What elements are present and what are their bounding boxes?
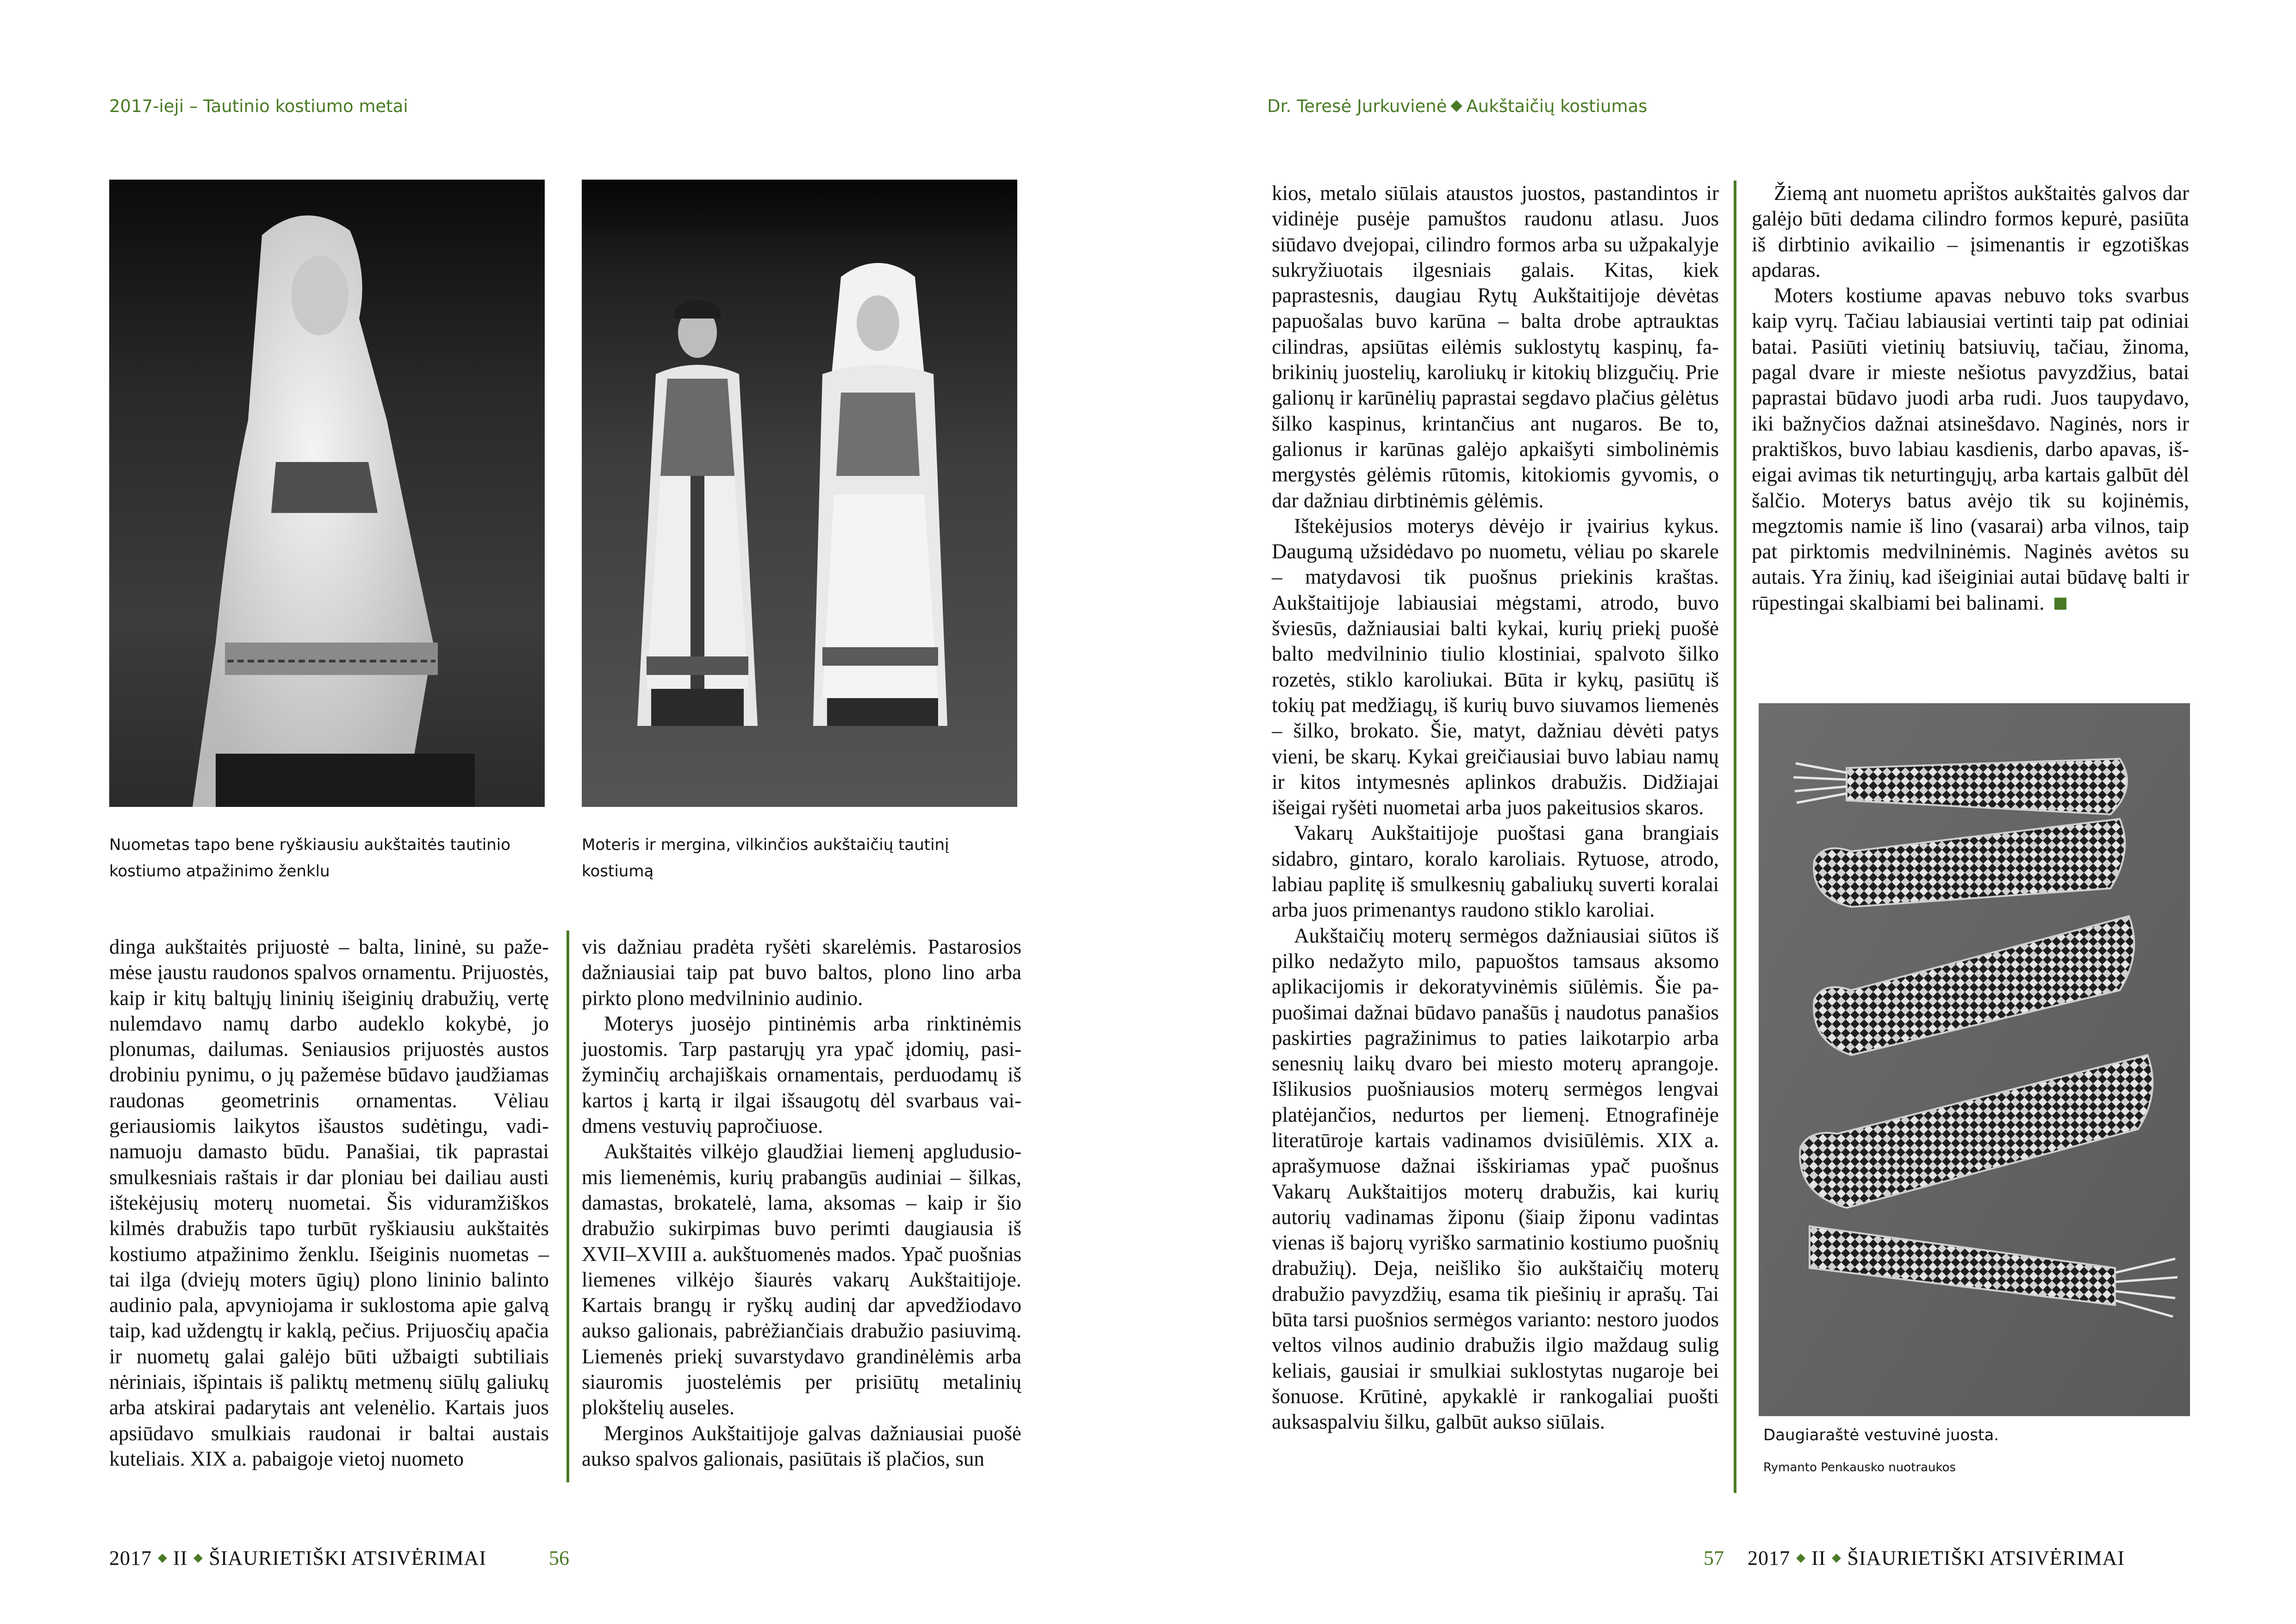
paragraph-text: Moters kostiume apavas nebuvo toks svarbus kaip vyrų. Tačiau labiausiai vertinti taip pat odiniai batai. Pasiūti vietinių batsiuvių, tačiau, žinoma, pagal dvare ir mieste nešiotus pavyzdžius, batai paprastai būdavo juodi arba rudi. Juos taupydavo, iki bažnyčios dažnai atsinešdavo. Naginės, nors ir praktiškos, buvo labiau kasdienis, darbo apavas, išeigai avimas tik neturtingųjų, arba kartais galbūt dėl šalčio. Moterys batus avėjo tik su kojinėmis, megztomis namie iš lino (vasarai) arba vilnos, taip pat pirktomis medvilninėmis. Naginės avėtos su autais. Yra žinių, kad išeiginiai autai būdavę balti ir rūpestingai skalbiami bei balinami.	[1752, 284, 2189, 614]
footer-journal: ŠIAURIETIŠKI ATSIVĖRIMAI	[209, 1547, 486, 1569]
photo-credit: Rymanto Penkausko nuotraukos	[1763, 1461, 1956, 1474]
footer-journal: ŠIAURIETIŠKI ATSIVĖRIMAI	[1847, 1547, 2125, 1569]
running-head-left: 2017-ieji – Tautinio kostiumo metai	[109, 96, 408, 116]
footer-year: 2017	[109, 1547, 152, 1569]
page-number-left: 56	[549, 1547, 569, 1569]
diamond-icon	[1796, 1554, 1805, 1563]
diamond-icon	[1832, 1554, 1841, 1563]
paragraph: dinga aukštaitės prijuostė – balta, lininė, su pažemėse įaustu raudonos spalvos ornamentu. Prijuostės, kaip ir kitų baltųjų lininių išeiginių drabužių, vertę nulemdavo namų darbo audeklo kokybė, jo plonumas, dailumas. Seniausios prijuostės austos drobiniu pynimu, o jų pažemėse būdavo įaudžiamas raudonas geometrinis ornamentas. Vėliau geriausiomis laikytos išaustos sudėtingu, vadinamuoju damasto būdu. Panašiai, tik paprastai smulkesniais raštais ir dar ploniau bei dailiau austi ištekėjusių moterų nuometai. Šis viduramžiškos kilmės drabužis tapo turbūt ryškiausiu aukštaitės kostiumo atpažinimo ženklu. Išeiginis nuometas – tai ilga (dviejų moters ūgių) plono lininio balinto audinio pala, apvyniojama ir suklostoma apie galvą taip, kad uždengtų ir kaklą, pečius. Prijuosčių apačia ir nuometų galai galėjo būti užbaigti subtiliais nėriniais, išpintais iš paliktų metmenų siūlų galiukų arba atskirai padarytais ant velenėlio. Kartais juos apsiūdavo smulkiais raudonai ir baltai austais kuteliais. XIX a. pabaigoje vietoj nuometo	[109, 935, 549, 1470]
caption-photo-2: Moteris ir mergina, vilkinčios aukštaičių tautinį kostiumą	[582, 836, 949, 881]
column-rule-right	[1734, 181, 1736, 1493]
right-body-column-2	[1752, 181, 2189, 616]
caption-photo-1: Nuometas tapo bene ryškiausiu aukštaitės tautinio kostiumo atpažinimo ženklu	[109, 836, 510, 881]
photo-woman-and-girl	[582, 180, 1017, 807]
diamond-icon	[158, 1554, 167, 1563]
right-body-column-1	[1272, 181, 1719, 1435]
diamond-icon	[1451, 100, 1462, 112]
left-body-column-2	[582, 934, 1021, 1472]
running-head-right	[1267, 96, 1647, 116]
photo-woven-sash-image	[1759, 703, 2190, 1416]
running-head-author: Dr. Teresė Jurkuvienė	[1267, 96, 1447, 116]
paragraph: Aukštaitės vilkėjo glaudžiai liemenį apgludusiomis liemenėmis, kurių prabangūs audiniai – šilkas, damastas, brokatelė, lama, aksomas – kaip ir šio drabužio sukirpimas buvo perimti daugiausia iš XVII–XVIII a. aukštuomenės mados. Ypač puošnias liemenes vilkėjo šiaurės vakarų Aukštaitijoje. Kartais brangų ir ryškų audinį dar apvedžiodavo aukso galionais, pabrėžiančiais drabužio pasiuvimą. Liemenės priekį suvarstydavo grandinėlėmis arba siauromis juostelėmis per prisiūtų metalinių plokštelių auseles.	[582, 1140, 1021, 1419]
footer-year: 2017	[1748, 1547, 1790, 1569]
paragraph: Moterys juosėjo pintinėmis arba rinktinėmis juostomis. Tarp pastarųjų yra ypač įdomių, pasižyminčių archajiškais ornamentais, perduodamų iš kartos į kartą ir ilgai išsaugotų dėl svarbaus vaidmens vestuvių papročiuose.	[582, 1012, 1021, 1138]
paragraph: Vakarų Aukštaitijoje puoštasi gana brangiais sidabro, gintaro, koralo karoliais. Rytuose, atrodo, labiau paplitę iš smulkesnių gabaliukų suverti koralai arba juos primenantys raudono stiklo karoliai.	[1272, 821, 1719, 922]
paragraph: Ištekėjusios moterys dėvėjo ir įvairius kykus. Daugumą užsidėdavo po nuometu, vėliau po skarele – matydavosi tik puošnus priekinis kraštas. Aukštaitijoje labiausiai mėgstami, atrodo, buvo šviesūs, dažniausiai balti kykai, kurių priekį puošė balto medvilninio tiulio klostiniai, spalvoto šilko rozetės, stiklo karoliukai. Būta ir kykų, pasiūtų iš tokių pat medžiagų, iš kurių buvo siuvamos liemenės – šilko, brokato. Šie, matyt, dažniau dėvėti patys vieni, be skarų. Kykai greičiausiai buvo labiau namų ir kitos intymesnės aplinkos drabužis. Didžiajai išeigai ryšėti nuometai arba juos pakeitusios skaros.	[1272, 514, 1719, 819]
paragraph: kios, metalo siūlais ataustos juostos, pastandintos ir vidinėje pusėje pamuštos raudonu atlasu. Juos siūdavo dvejopai, cilindro formos arba su užpakalyje sukryžiuotais ilgesniais galais. Kitas, kiek paprastesnis, daugiau Rytų Aukštaitijoje dėvėtas papuošalas buvo karūna – balta drobe aptrauktas cilindras, apsiūtas eilėmis suklostytų kaspinų, fabrikinių juostelių, karoliukų ir kitokių blizgučių. Prie galionų ir karūnėlių paprastai segdavo plačius gėlėtus šilko kaspinus, krintančius ant nugaros. Be to, galionus ir karūnas galėjo apkaišyti simbolinėmis mergystės gėlėmis rūtomis, kitokiomis gyvomis, o dar dažniau dirbtinėmis gėlėmis.	[1272, 181, 1719, 512]
paragraph: Žiemą ant nuometu apri̇štos aukštaitės galvos dar galėjo būti dedama cilindro formos kepurė, pasiūta iš dirbtinio avikailio – įsimenantis ir egzotiškas apdaras.	[1752, 181, 2189, 281]
paragraph: vis dažniau pradėta ryšėti skarelėmis. Pastarosios dažniausiai taip pat buvo baltos, plono lino arba pirkto plono medvilninio audinio.	[582, 935, 1021, 1010]
footer-right	[1748, 1546, 2125, 1570]
footer-issue: II	[1811, 1547, 1826, 1569]
footer-left	[109, 1546, 486, 1570]
caption-photo-3: Daugiaraštė vestuvinė juosta.	[1763, 1426, 1999, 1444]
column-rule-left	[566, 931, 569, 1482]
photo-woven-sash	[1759, 703, 2190, 1416]
photo-woman-nuometas	[109, 180, 545, 807]
photo-woman-and-girl-image	[582, 180, 1017, 807]
paragraph	[1752, 283, 2189, 616]
paragraph: Merginos Aukštaitijoje galvas dažniausiai puošė aukso spalvos galionais, pasiūtais iš plačios, sun	[582, 1421, 1021, 1470]
page-number-right: 57	[1704, 1547, 1724, 1569]
running-head-title: Aukštaičių kostiumas	[1466, 96, 1648, 116]
end-of-article-square-icon	[2054, 598, 2066, 610]
footer-issue: II	[173, 1547, 188, 1569]
diamond-icon	[193, 1554, 203, 1563]
left-body-column-1	[109, 934, 549, 1472]
paragraph: Aukštaičių moterų sermėgos dažniausiai siūtos iš pilko nedažyto milo, papuoštos tamsaus aksomo aplikacijomis ir dekoratyvinėmis siūlėmis. Šie papuošimai dažnai būdavo panašūs į naudotus panašios paskirties pagražinimus to paties laikotarpio arba senesnių laikų dvaro bei miesto moterų aprangoje. Išlikusios puošniausios moterų sermėgos lengvai platėjančios, nedurtos per liemenį. Etnografinėje literatūroje kartais vadinamos dvisiūlėmis. XIX a. aprašymuose dažnai išskiriamas ypač puošnus Vakarų Aukštaitijos moterų drabužis, kai kurių autorių vadinamas žiponu (šiaip žiponu vadintas vienas iš bajorų vyriško sarmatinio kostiumo puošnių drabužių). Deja, neišliko šio aukštaičių moterų drabužio pavyzdžių, esama tik piešinių ir aprašų. Tai būta tarsi puošnios sermėgos varianto: nestoro juodos veltos vilnos audinio drabužis ilgio maždaug sulig keliais, gausiai ir smulkiai suklostytas nugaroje bei šonuose. Krūtinė, apykaklė ir rankogaliai puošti auksaspalviu šilku, galbūt aukso siūlais.	[1272, 924, 1719, 1434]
photo-woman-nuometas-image	[109, 180, 545, 807]
